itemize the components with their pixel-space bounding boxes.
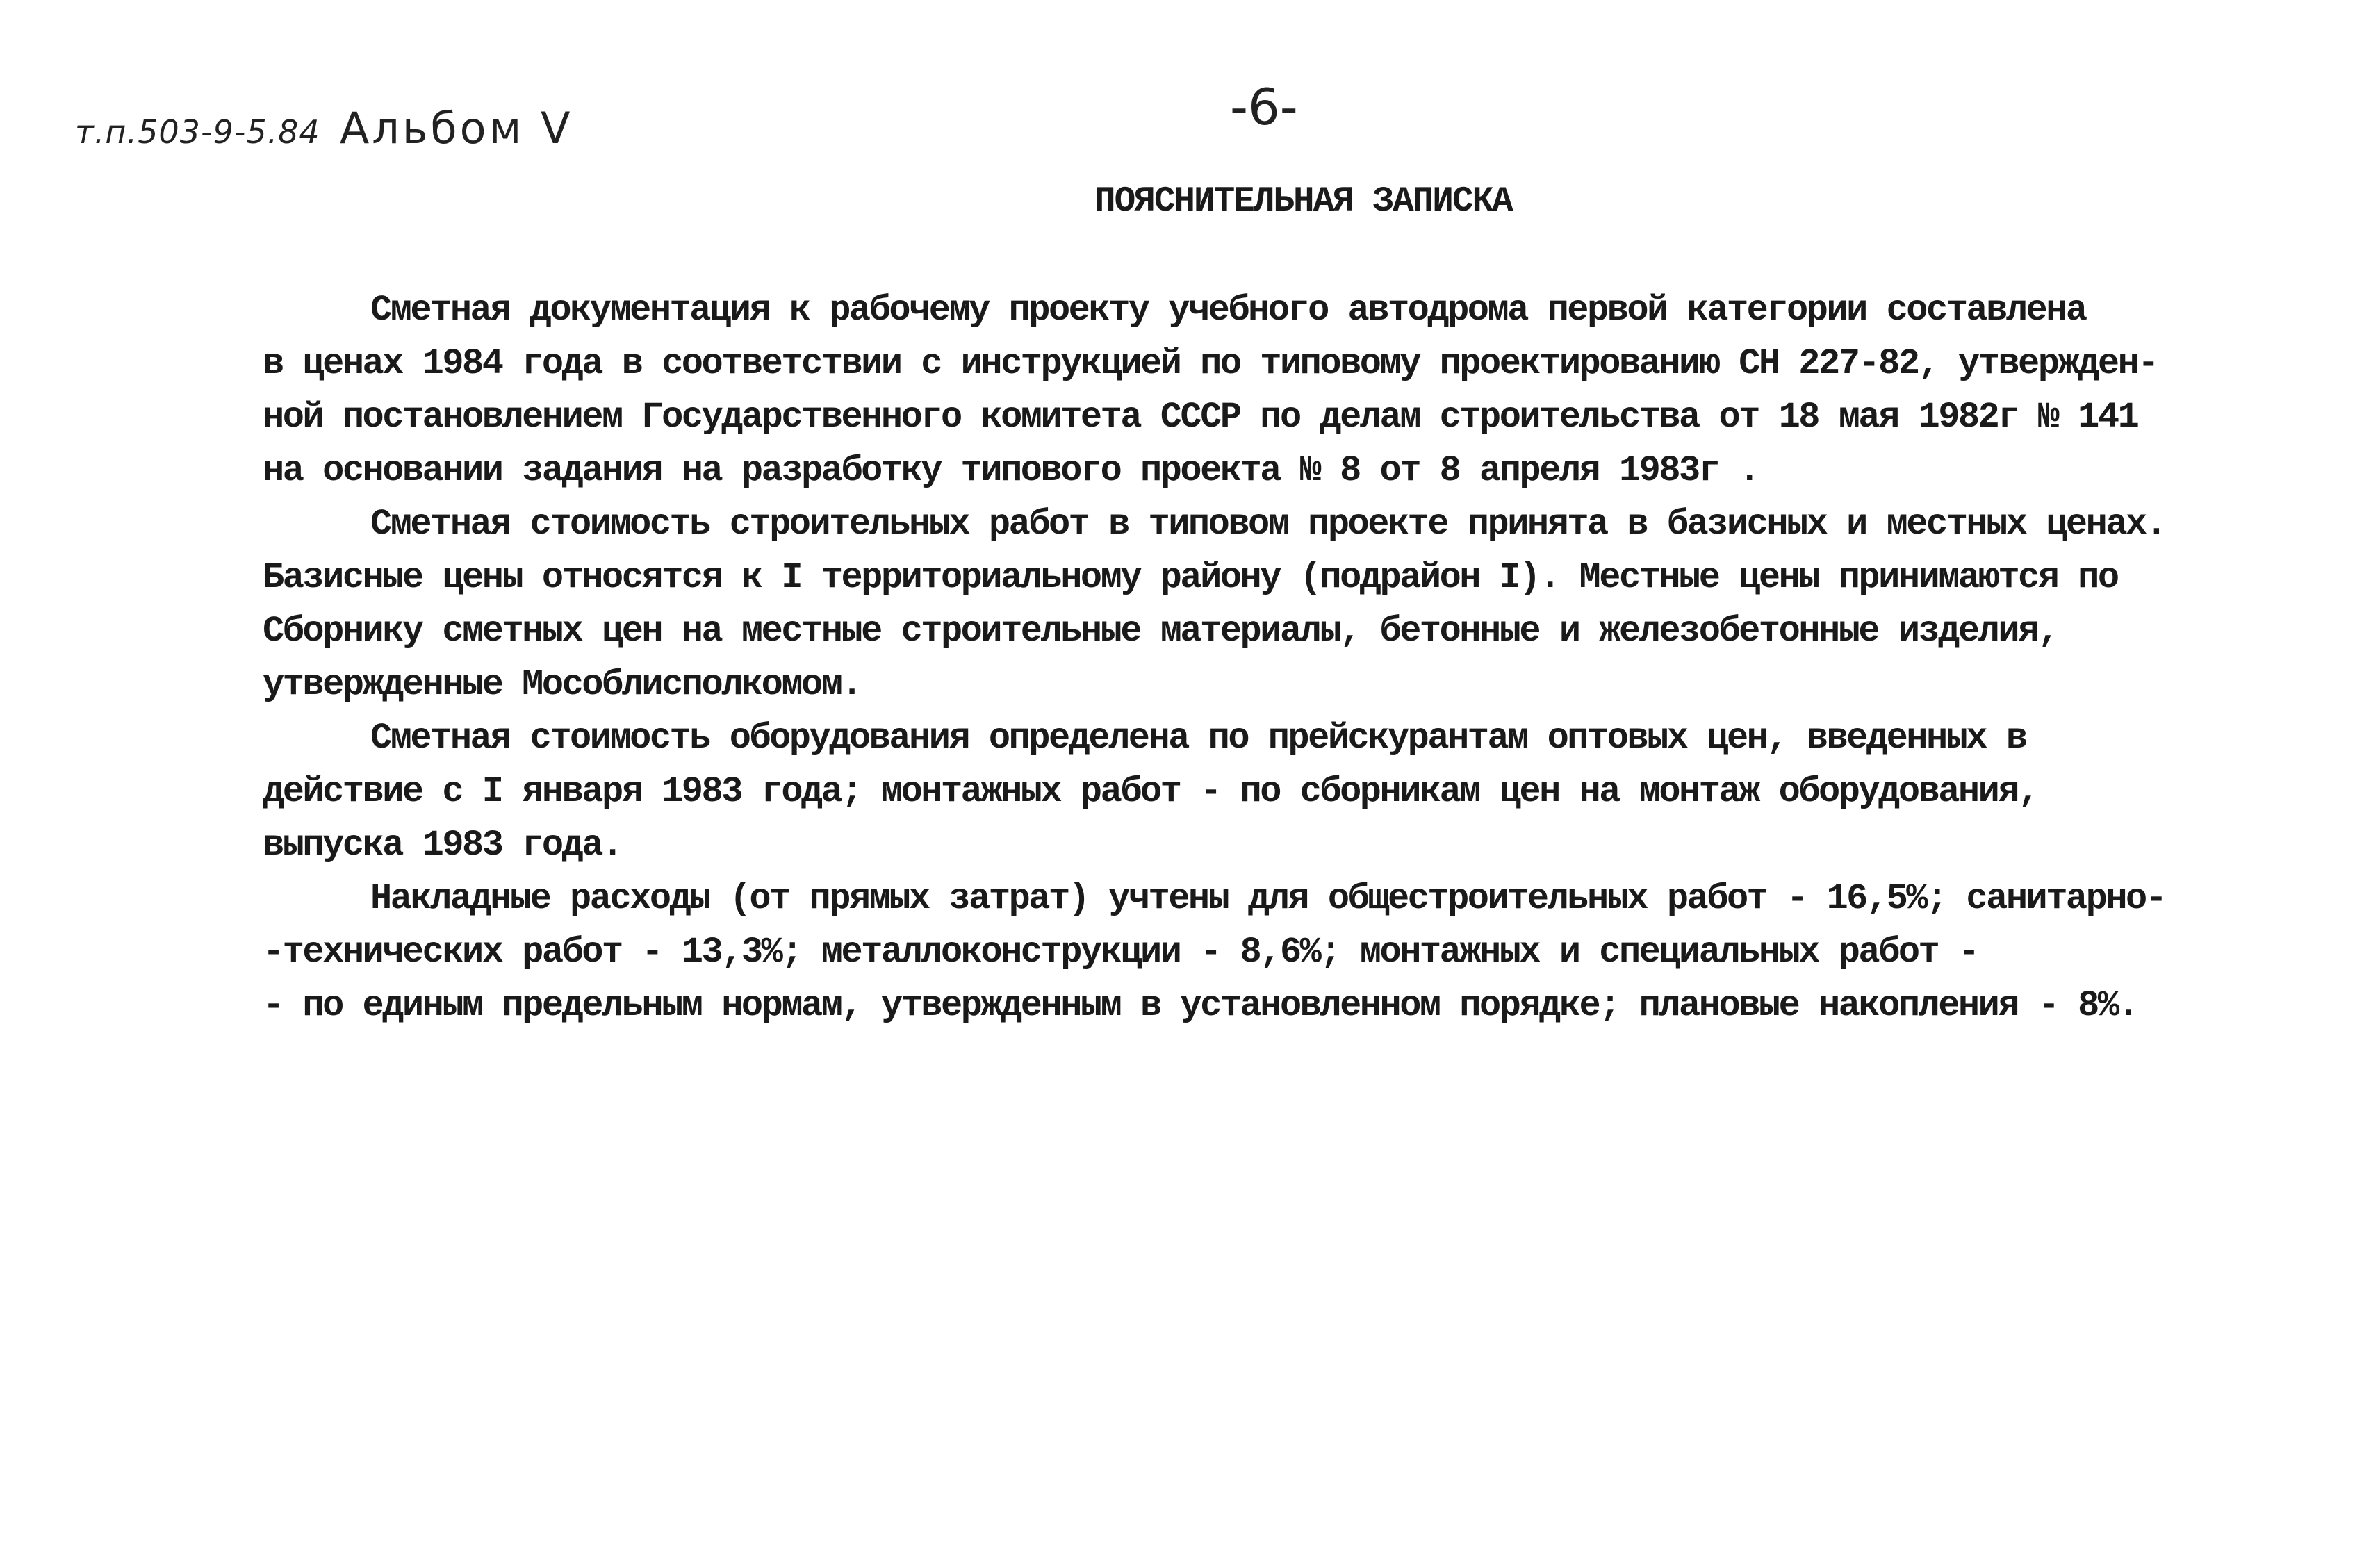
paragraph-line: -технических работ - 13,3%; металлоконструкции - 8,6%; монтажных и специальных работ - xyxy=(263,932,1978,973)
project-code: т.п.503-9-5.84 xyxy=(75,113,320,151)
paragraph-line: Сметная документация к рабочему проекту учебного автодрома первой категории составлена xyxy=(370,290,2086,331)
paragraph-line: утвержденные Мособлисполкомом. xyxy=(263,664,862,705)
paragraph-line: - по единым предельным нормам, утвержденным в установленном порядке; плановые накопления - 8%. xyxy=(263,985,2138,1026)
explanatory-note-body xyxy=(263,283,2320,1032)
paragraph-line: Сметная стоимость строительных работ в типовом проекте принята в базисных и местных ценах. xyxy=(370,504,2166,545)
paragraph-line: на основании задания на разработку типового проекта № 8 от 8 апреля 1983г . xyxy=(263,450,1759,491)
page-number: -6- xyxy=(1230,78,1298,136)
paragraph-line: Сборнику сметных цен на местные строительные материалы, бетонные и железобетонные изделия, xyxy=(263,611,2058,652)
paragraph-line: Базисные цены относятся к I территориальному району (подрайон I). Местные цены принимаются по xyxy=(263,557,2118,598)
paragraph-line: действие с I января 1983 года; монтажных работ - по сборникам цен на монтаж оборудования, xyxy=(263,771,2038,812)
page-title: ПОЯСНИТЕЛЬНАЯ ЗАПИСКА xyxy=(1094,182,1512,222)
paragraph-line: в ценах 1984 года в соответствии с инструкцией по типовому проектированию СН 227-82, утвержден- xyxy=(263,343,2158,384)
paragraph-line: ной постановлением Государственного комитета СССР по делам строительства от 18 мая 1982г № 141 xyxy=(263,397,2138,438)
album-label: Альбом V xyxy=(339,103,573,154)
paragraph-line: выпуска 1983 года. xyxy=(263,825,622,866)
paragraph-line: Сметная стоимость оборудования определена по прейскурантам оптовых цен, введенных в xyxy=(370,718,2026,759)
paragraph-line: Накладные расходы (от прямых затрат) учтены для общестроительных работ - 16,5%; санитарно- xyxy=(370,878,2166,919)
handwritten-stamp xyxy=(75,103,573,154)
